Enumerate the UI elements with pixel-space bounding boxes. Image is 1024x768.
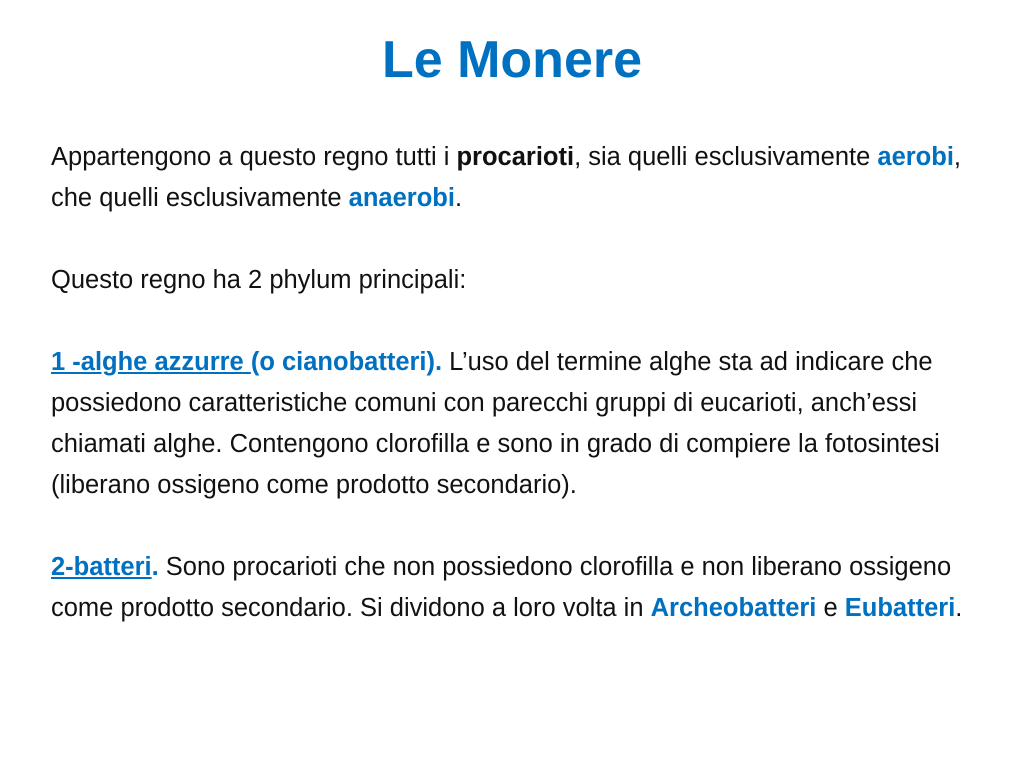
term-eubatteri: Eubatteri <box>844 594 956 622</box>
cianobatteri-term: (o cianobatteri). <box>250 348 443 376</box>
slide-body <box>51 137 996 629</box>
spacer <box>51 506 996 547</box>
spacer <box>51 301 996 342</box>
batteri-dot: . <box>151 553 159 581</box>
term-procarioti: procarioti <box>456 143 575 171</box>
bacteria-text-1: Sono procarioti che non possiedono clorofilla e non liberano ossigeno come prodotto secondario. Si dividono a loro volta in <box>51 553 952 622</box>
intro-text-1: Appartengono a questo regno tutti i <box>51 143 457 171</box>
cyanobacteria-paragraph <box>51 342 996 506</box>
term-anaerobi: anaerobi <box>348 184 455 212</box>
intro-text-4: . <box>454 184 463 212</box>
intro-text-3: , che quelli esclusivamente <box>51 143 962 212</box>
slide-title: Le Monere <box>381 31 643 89</box>
phylum-paragraph: Questo regno ha 2 phylum principali: <box>51 266 467 294</box>
intro-text-2: , sia quelli esclusivamente <box>574 143 878 171</box>
batteri-link[interactable]: 2-batteri <box>51 553 152 581</box>
alghe-azzurre-link[interactable]: 1 -alghe azzurre <box>51 348 251 376</box>
bacteria-paragraph <box>51 547 996 629</box>
bacteria-text-3: . <box>955 594 963 622</box>
intro-paragraph <box>51 137 996 219</box>
term-archeobatteri: Archeobatteri <box>650 594 817 622</box>
bacteria-text-2: e <box>816 594 845 622</box>
term-aerobi: aerobi <box>877 143 954 171</box>
spacer <box>51 219 996 260</box>
cyanobacteria-text: L’uso del termine alghe sta ad indicare che possiedono caratteristiche comuni con parecchi gruppi di eucarioti, anch’essi chiamati alghe. Contengono clorofilla e sono in grado di compiere la fotosintesi (liberano ossigeno come prodotto secondario). <box>51 348 940 499</box>
